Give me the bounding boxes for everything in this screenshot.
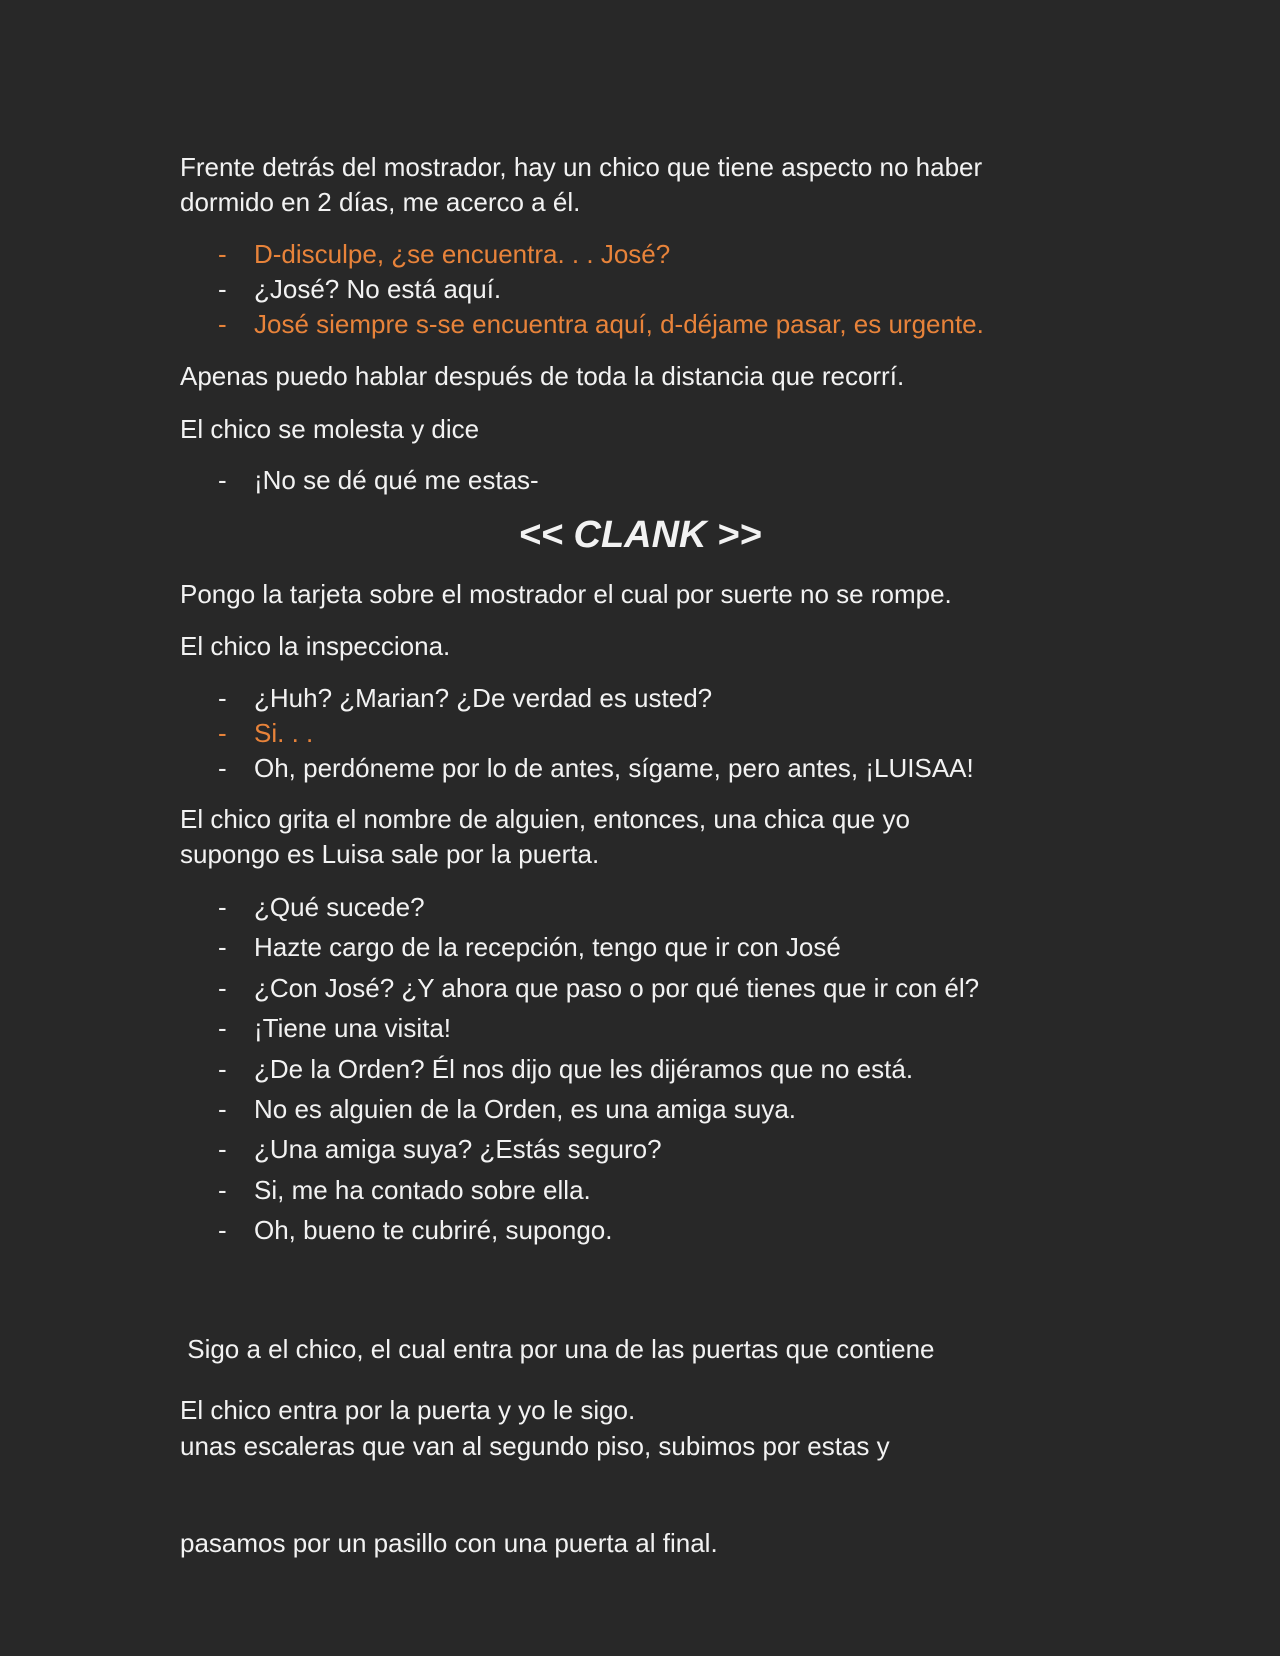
dialogue-text: ¡No se dé qué me estas- — [254, 465, 539, 495]
dash: - — [218, 309, 227, 339]
text-line: El chico grita el nombre de alguien, entonces, una chica que yo — [180, 804, 910, 834]
dialogue-text: ¿Una amiga suya? ¿Estás seguro? — [254, 1134, 662, 1165]
dialogue-text: ¿Qué sucede? — [254, 892, 425, 922]
dash: - — [218, 683, 227, 713]
dash: - — [218, 274, 227, 304]
paragraph-5: El chico la inspecciona. — [180, 631, 451, 661]
text-line: Sigo a el chico, el cual entra por una de las puertas que contiene — [180, 1334, 935, 1364]
text-line: dormido en 2 días, me acerco a él. — [180, 187, 581, 217]
paragraph-3: El chico se molesta y dice — [180, 414, 480, 444]
dialogue-text: ¡Tiene una visita! — [254, 1013, 452, 1044]
dash: - — [218, 1053, 227, 1084]
dialogue-text: Hazte cargo de la recepción, tengo que ir con José — [254, 932, 841, 963]
dash: - — [218, 972, 227, 1003]
dialogue-text: D-disculpe, ¿se encuentra. . . José? — [254, 239, 671, 269]
dialogue-text: Oh, bueno te cubriré, supongo. — [254, 1215, 613, 1246]
dash: - — [218, 1093, 227, 1124]
dialogue-text: ¿José? No está aquí. — [254, 274, 502, 304]
dash: - — [218, 1215, 227, 1246]
dialogue-text: Si. . . — [254, 718, 314, 748]
text-line: pasamos por un pasillo con una puerta al final. — [180, 1528, 718, 1558]
text-line: supongo es Luisa sale por la puerta. — [180, 839, 600, 869]
dash: - — [218, 932, 227, 963]
paragraph-4: Pongo la tarjeta sobre el mostrador el cual por suerte no se rompe. — [180, 579, 952, 609]
paragraph-1 — [180, 150, 982, 220]
dialogue-text: Oh, perdóneme por lo de antes, sígame, pero antes, ¡LUISAA! — [254, 753, 974, 783]
text-line: unas escaleras que van al segundo piso, subimos por estas y — [180, 1431, 890, 1461]
dialogue-text: Si, me ha contado sobre ella. — [254, 1174, 591, 1205]
dash: - — [218, 1134, 227, 1165]
sound-effect-clank: << CLANK >> — [518, 514, 762, 556]
dash: - — [218, 465, 227, 495]
dialogue-text: ¿Con José? ¿Y ahora que paso o por qué tienes que ir con él? — [254, 972, 980, 1003]
dialogue-text: No es alguien de la Orden, es una amiga suya. — [254, 1093, 797, 1124]
dash: - — [218, 718, 227, 748]
dash: - — [218, 239, 227, 269]
paragraph-8: El chico entra por la puerta y yo le sigo. — [180, 1395, 636, 1425]
dash: - — [218, 753, 227, 783]
paragraph-2: Apenas puedo hablar después de toda la distancia que recorrí. — [180, 361, 905, 391]
text-line: Frente detrás del mostrador, hay un chico que tiene aspecto no haber — [180, 152, 983, 182]
dialogue-text: José siempre s-se encuentra aquí, d-déjame pasar, es urgente. — [254, 309, 984, 339]
dash: - — [218, 1013, 227, 1044]
dialogue-text: ¿Huh? ¿Marian? ¿De verdad es usted? — [254, 683, 713, 713]
dash: - — [218, 1174, 227, 1205]
dash: - — [218, 892, 227, 922]
paragraph-7 — [180, 1270, 935, 1592]
paragraph-6 — [180, 802, 910, 872]
dialogue-text: ¿De la Orden? Él nos dijo que les dijéramos que no está. — [254, 1053, 914, 1084]
